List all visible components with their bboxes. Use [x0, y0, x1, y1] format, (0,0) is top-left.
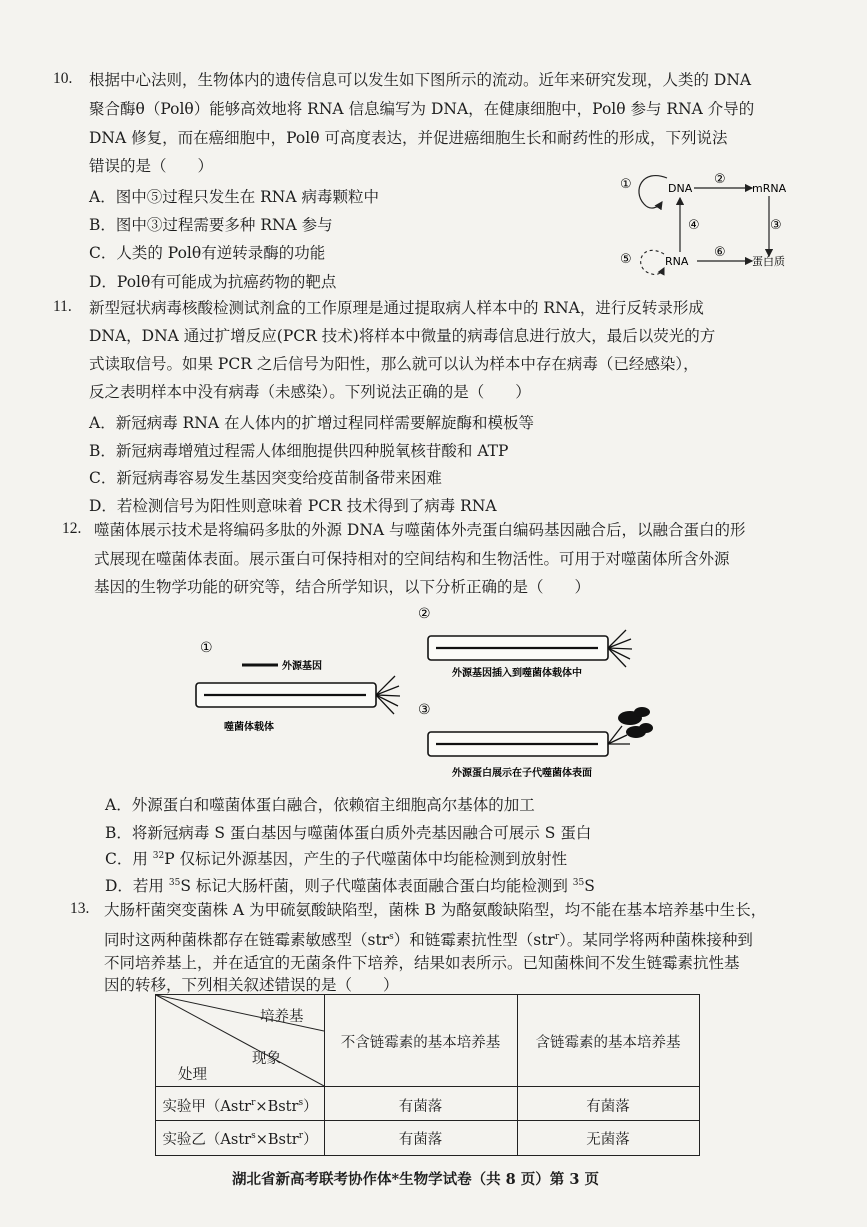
phage-tail-fibers: [376, 676, 400, 714]
q12-option-c: [105, 847, 567, 869]
q12-stem-line: 基因的生物学功能的研究等，结合所学知识，以下分析正确的是（ ）: [94, 578, 591, 596]
row1-sup-2: s: [298, 1098, 304, 1109]
label-mrna: mRNA: [752, 182, 787, 195]
col-header-streptomycin: 含链霉素的基本培养基: [535, 1035, 681, 1051]
foreign-gene-label: 外源基因: [282, 661, 322, 672]
results-table: [155, 994, 700, 1156]
corner-medium: 培养基: [260, 1009, 304, 1025]
q13-stem-line: 大肠杆菌突变菌株 A 为甲硫氨酸缺陷型，菌株 B 为酪氨酸缺陷型，均不能在基本培养基中生长，: [104, 901, 767, 919]
page-footer: 湖北省新高考联考协作体*生物学试卷（共 8 页）第 3 页: [232, 1171, 599, 1188]
label-circle-3: ③: [770, 218, 782, 233]
row-label-experiment-jia: [156, 1095, 324, 1116]
q13-stem-line: [104, 924, 753, 953]
q11-stem-line: DNA，DNA 通过扩增反应(PCR 技术)将样本中微量的病毒信息进行放大，最后以荧光的方: [89, 327, 716, 345]
row1-label-c: ）: [303, 1099, 318, 1115]
q10-number: 10.: [53, 70, 73, 87]
q12-option-c-text: P 仅标记外源基因，产生的子代噬菌体中均能检测到放射性: [164, 850, 568, 868]
vector-label: 噬菌体载体: [224, 722, 274, 733]
q12-option-d-isotope: 35: [168, 877, 181, 888]
q12-option-a: A．外源蛋白和噬菌体蛋白融合，依赖宿主细胞高尔基体的加工: [105, 796, 535, 814]
row1-sup-1: r: [251, 1098, 256, 1109]
q11-stem-line: 式读取信号。如果 PCR 之后信号为阳性，那么就可以认为样本中存在病毒（已经感染），: [89, 355, 699, 373]
label-rna: RNA: [665, 255, 689, 268]
row2-sup-2: r: [298, 1131, 304, 1142]
corner-phenomenon: 现象: [252, 1051, 281, 1067]
q12-option-d-isotope-2: 35: [572, 877, 585, 888]
q12-stem-line: 式展现在噬菌体表面。展示蛋白可保持相对的空间结构和生物活性。可用于对噬菌体所含外源: [94, 550, 730, 568]
q13-line2-b: ）和链霉素抗性型（str: [393, 931, 555, 950]
q10-stem-line: 错误的是（ ）: [89, 157, 214, 175]
q13-stem-line: 不同培养基上，并在适宜的无菌条件下培养，结果如表所示。已知菌株间不发生链霉素抗性基: [104, 954, 740, 972]
q10-stem-line: 聚合酶θ（Polθ）能够高效地将 RNA 信息编写为 DNA，在健康细胞中，Polθ 参与 RNA 介导的: [89, 100, 755, 118]
table-cell: 有菌落: [398, 1132, 443, 1148]
row2-sup-1: s: [251, 1131, 256, 1142]
table-cell: 无菌落: [586, 1132, 630, 1148]
q11-option-a: A．新冠病毒 RNA 在人体内的扩增过程同样需要解旋酶和模板等: [89, 414, 534, 432]
phage-tail-fibers: [608, 726, 630, 744]
label-dna: DNA: [668, 182, 693, 195]
displayed-protein-blobs: [618, 707, 653, 738]
q12-option-c-isotope: 32: [152, 850, 165, 861]
q11-stem-line: 反之表明样本中没有病毒（未感染）。下列说法正确的是（ ）: [89, 383, 531, 401]
displayed-label: 外源蛋白展示在子代噬菌体表面: [452, 768, 592, 779]
q13-line2-c: ）。某同学将两种菌株接种到: [559, 931, 753, 950]
q12-option-b: B．将新冠病毒 S 蛋白基因与噬菌体蛋白质外壳基因融合可展示 S 蛋白: [105, 824, 592, 842]
central-dogma-diagram: [612, 166, 802, 276]
q10-stem-line: 根据中心法则，生物体内的遗传信息可以发生如下图所示的流动。近年来研究发现，人类的 DNA: [89, 71, 752, 89]
table-rule: [156, 1120, 699, 1121]
row2-label-c: ）: [303, 1132, 318, 1148]
q10-option-a: A．图中⑤过程只发生在 RNA 病毒颗粒中: [89, 188, 379, 206]
q13-stem-line: 因的转移，下列相关叙述错误的是（ ）: [104, 976, 399, 994]
q11-stem-line: 新型冠状病毒核酸检测试剂盒的工作原理是通过提取病人样本中的 RNA，进行反转录形成: [89, 299, 704, 317]
q12-number: 12.: [62, 520, 82, 537]
q12-option-d-end: S: [584, 877, 595, 895]
q12-option-d: [105, 874, 595, 896]
q13-str-r-sup: r: [554, 932, 560, 942]
inserted-label: 外源基因插入到噬菌体载体中: [452, 668, 582, 679]
row1-label-a: 实验甲（Astr: [162, 1099, 252, 1115]
q13-line2-a: 同时这两种菌株都存在链霉素敏感型（str: [104, 931, 390, 950]
q10-option-d: D．Polθ有可能成为抗癌药物的靶点: [89, 273, 337, 291]
replication-loop-arrow: [639, 176, 667, 208]
q12-stem-line: 噬菌体展示技术是将编码多肽的外源 DNA 与噬菌体外壳蛋白编码基因融合后，以融合蛋白的形: [94, 521, 746, 539]
label-circle-5: ⑤: [620, 252, 632, 267]
row2-label-a: 实验乙（Astr: [162, 1132, 252, 1148]
q11-option-b: B．新冠病毒增殖过程需人体细胞提供四种脱氧核苷酸和 ATP: [89, 442, 509, 460]
label-protein: 蛋白质: [752, 255, 785, 268]
rna-replication-loop-arrow: [641, 250, 664, 274]
row-label-experiment-yi: [156, 1128, 324, 1149]
panel-1-label: ①: [200, 640, 213, 656]
phage-tail-fibers: [608, 630, 632, 667]
label-circle-6: ⑥: [714, 245, 726, 260]
panel-3-label: ③: [418, 702, 431, 718]
q11-option-c: C．新冠病毒容易发生基因突变给疫苗制备带来困难: [89, 469, 442, 487]
q13-str-s-sup: s: [389, 932, 394, 942]
row2-label-b: ×Bstr: [255, 1132, 299, 1148]
panel-2-label: ②: [418, 606, 431, 622]
q10-option-b: B．图中③过程需要多种 RNA 参与: [89, 216, 333, 234]
q13-number: 13.: [70, 900, 90, 917]
label-circle-1: ①: [620, 177, 632, 192]
label-circle-4: ④: [688, 218, 700, 233]
corner-treatment: 处理: [178, 1067, 207, 1083]
q12-option-d-text: S 标记大肠杆菌，则子代噬菌体表面融合蛋白均能检测到: [180, 877, 573, 895]
q12-option-d-prefix: D．若用: [105, 877, 169, 895]
q11-number: 11.: [53, 298, 72, 315]
col-header-no-streptomycin: 不含链霉素的基本培养基: [340, 1035, 501, 1051]
table-rule: [156, 1086, 699, 1087]
q12-option-c-prefix: C．用: [105, 850, 153, 868]
table-cell: 有菌落: [586, 1099, 630, 1115]
label-circle-2: ②: [714, 172, 726, 187]
row1-label-b: ×Bstr: [255, 1099, 299, 1115]
phage-display-figure: [190, 604, 660, 784]
q10-option-c: C．人类的 Polθ有逆转录酶的功能: [89, 244, 326, 262]
table-cell: 有菌落: [398, 1099, 443, 1115]
q11-option-d: D．若检测信号为阳性则意味着 PCR 技术得到了病毒 RNA: [89, 497, 497, 515]
q10-stem-line: DNA 修复，而在癌细胞中，Polθ 可高度表达，并促进癌细胞生长和耐药性的形成，下列说法: [89, 129, 728, 147]
